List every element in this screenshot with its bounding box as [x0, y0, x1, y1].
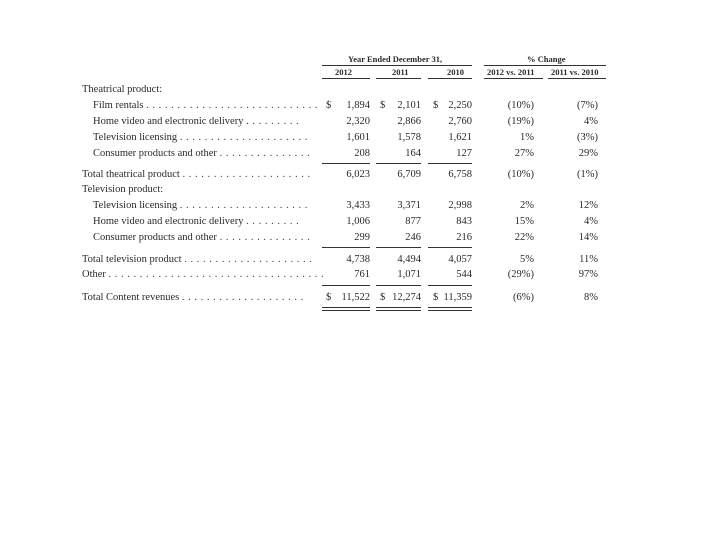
double-rule-2011-b [376, 310, 421, 311]
value-2012: 1,006 [346, 216, 370, 227]
change-2012-vs-2011: 2% [520, 200, 534, 211]
row-label-other: Other . . . . . . . . . . . . . . . . . . . . . . . . . . . . . . . . . . . [82, 269, 325, 280]
currency-symbol: $ [380, 100, 386, 111]
currency-symbol: $ [326, 100, 332, 111]
change-2011-vs-2010: 11% [579, 254, 598, 265]
change-2012-vs-2011: 27% [514, 148, 534, 159]
value-2010: 2,250 [448, 100, 472, 111]
value-2012: 4,738 [346, 254, 370, 265]
row-label-film-rentals: Film rentals . . . . . . . . . . . . . . . . . . . . . . . . . . . . [93, 100, 318, 111]
total-rule-2011 [376, 285, 421, 286]
row-label-consumer-products: Consumer products and other . . . . . . . . . . . . . . . [93, 232, 311, 243]
value-2010: 216 [456, 232, 472, 243]
value-2010: 2,998 [448, 200, 472, 211]
change-2012-vs-2011: 22% [514, 232, 534, 243]
value-2012: 761 [354, 269, 370, 280]
currency-symbol: $ [380, 292, 386, 303]
value-2011: 1,578 [397, 132, 421, 143]
value-2011: 3,371 [397, 200, 421, 211]
value-2012: 2,320 [346, 116, 370, 127]
value-2011: 877 [405, 216, 421, 227]
value-2011: 6,709 [397, 169, 421, 180]
header-rule-change [484, 65, 606, 66]
header-col-2010: 2010 [447, 67, 464, 77]
value-2012: 6,023 [346, 169, 370, 180]
change-2011-vs-2010: (3%) [577, 132, 598, 143]
row-label-home-video: Home video and electronic delivery . . . . . . . . . [93, 216, 300, 227]
double-rule-2011-a [376, 307, 421, 308]
leader-dots: . . . . . . . . . . . . . . . [219, 148, 311, 159]
row-label-total-television: Total television product . . . . . . . . . . . . . . . . . . . . . [82, 254, 313, 265]
value-2012: 208 [354, 148, 370, 159]
subtotal-rule-2011 [376, 247, 421, 248]
header-col-chg2: 2011 vs. 2010 [551, 67, 599, 77]
header-rule-2012 [322, 78, 370, 79]
subtotal-rule-2010 [428, 247, 472, 248]
leader-dots: . . . . . . . . . . . . . . . . . . . . . . . . . . . . [146, 100, 318, 111]
change-2012-vs-2011: (29%) [507, 269, 534, 280]
row-label-home-video: Home video and electronic delivery . . . . . . . . . [93, 116, 300, 127]
header-rule-chg2 [548, 78, 606, 79]
header-year-group: Year Ended December 31, [348, 54, 443, 64]
header-col-2011: 2011 [392, 67, 409, 77]
row-label-total-theatrical: Total theatrical product . . . . . . . . . . . . . . . . . . . . . [82, 169, 311, 180]
value-2012: 3,433 [346, 200, 370, 211]
change-2012-vs-2011: 5% [520, 254, 534, 265]
value-2010: 544 [456, 269, 472, 280]
leader-dots: . . . . . . . . . . . . . . . . . . . . . [179, 200, 308, 211]
header-rule-chg1 [484, 78, 543, 79]
currency-symbol: $ [326, 292, 332, 303]
header-change-group: % Change [527, 54, 566, 64]
change-2012-vs-2011: (10%) [507, 169, 534, 180]
value-2010: 127 [456, 148, 472, 159]
header-rule-2010 [428, 78, 472, 79]
currency-symbol: $ [433, 100, 439, 111]
row-label-tv-licensing: Television licensing . . . . . . . . . . . . . . . . . . . . . [93, 200, 308, 211]
change-2012-vs-2011: (6%) [513, 292, 534, 303]
header-rule-2011 [376, 78, 421, 79]
value-2012: 1,894 [346, 100, 370, 111]
total-rule-2012 [322, 285, 370, 286]
header-col-2012: 2012 [335, 67, 352, 77]
value-2011: 4,494 [397, 254, 421, 265]
leader-dots: . . . . . . . . . . . . . . . . . . . . . . . . . . . . . . . . . . . [108, 269, 325, 280]
value-2011: 164 [405, 148, 421, 159]
subtotal-rule-2010 [428, 163, 472, 164]
change-2011-vs-2010: 97% [578, 269, 598, 280]
value-2011: 2,866 [397, 116, 421, 127]
leader-dots: . . . . . . . . . . . . . . . . . . . . [181, 292, 304, 303]
change-2012-vs-2011: 15% [514, 216, 534, 227]
value-2010: 1,621 [448, 132, 472, 143]
row-label-tv-licensing: Television licensing . . . . . . . . . . . . . . . . . . . . . [93, 132, 308, 143]
header-rule-years [322, 65, 472, 66]
double-rule-2012-b [322, 310, 370, 311]
currency-symbol: $ [433, 292, 439, 303]
double-rule-2010-b [428, 310, 472, 311]
double-rule-2010-a [428, 307, 472, 308]
leader-dots: . . . . . . . . . [246, 116, 300, 127]
row-label-television-heading: Television product: [82, 184, 164, 195]
change-2011-vs-2010: (7%) [577, 100, 598, 111]
subtotal-rule-2011 [376, 163, 421, 164]
value-2011: 1,071 [397, 269, 421, 280]
value-2011: 2,101 [397, 100, 421, 111]
value-2010: 11,359 [443, 292, 472, 303]
value-2011: 246 [405, 232, 421, 243]
total-rule-2010 [428, 285, 472, 286]
value-2011: 12,274 [392, 292, 421, 303]
change-2011-vs-2010: 4% [584, 116, 598, 127]
header-col-chg1: 2012 vs. 2011 [487, 67, 535, 77]
row-label-theatrical-heading: Theatrical product: [82, 84, 163, 95]
leader-dots: . . . . . . . . . . . . . . . . . . . . . [179, 132, 308, 143]
leader-dots: . . . . . . . . . [246, 216, 300, 227]
subtotal-rule-2012 [322, 247, 370, 248]
row-label-consumer-products: Consumer products and other . . . . . . . . . . . . . . . [93, 148, 311, 159]
value-2010: 2,760 [448, 116, 472, 127]
change-2011-vs-2010: 8% [584, 292, 598, 303]
value-2012: 299 [354, 232, 370, 243]
change-2012-vs-2011: (10%) [507, 100, 534, 111]
value-2012: 1,601 [346, 132, 370, 143]
value-2010: 6,758 [448, 169, 472, 180]
row-label-total-content: Total Content revenues . . . . . . . . . . . . . . . . . . . . [82, 292, 304, 303]
leader-dots: . . . . . . . . . . . . . . . . . . . . . [184, 254, 313, 265]
change-2011-vs-2010: 4% [584, 216, 598, 227]
change-2011-vs-2010: (1%) [577, 169, 598, 180]
change-2012-vs-2011: (19%) [507, 116, 534, 127]
subtotal-rule-2012 [322, 163, 370, 164]
value-2010: 4,057 [448, 254, 472, 265]
change-2012-vs-2011: 1% [520, 132, 534, 143]
change-2011-vs-2010: 14% [578, 232, 598, 243]
leader-dots: . . . . . . . . . . . . . . . . . . . . . [182, 169, 311, 180]
leader-dots: . . . . . . . . . . . . . . . [219, 232, 311, 243]
value-2012: 11,522 [341, 292, 370, 303]
change-2011-vs-2010: 29% [578, 148, 598, 159]
change-2011-vs-2010: 12% [578, 200, 598, 211]
value-2010: 843 [456, 216, 472, 227]
double-rule-2012-a [322, 307, 370, 308]
